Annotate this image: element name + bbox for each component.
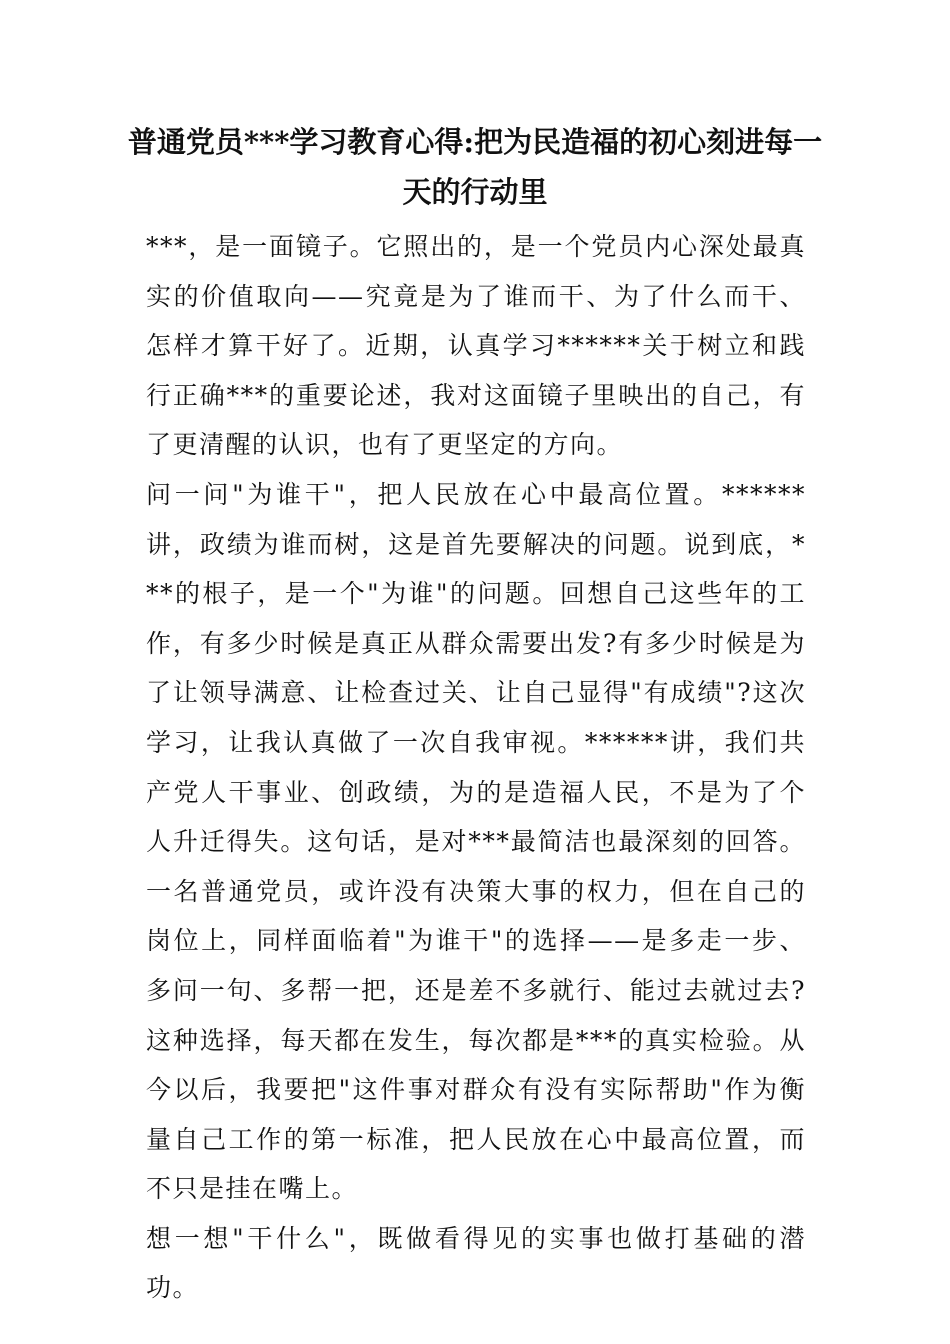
paragraph-3: 想一想"干什么"，既做看得见的实事也做打基础的潜功。 [146, 1223, 806, 1303]
paragraph-1: ***，是一面镜子。它照出的，是一个党员内心深处最真实的价值取向——究竟是为了谁而干、为了什么而干、怎样才算干好了。近期，认真学习******关于树立和践行正确***的重要论述，我对这面镜子里映出的自己，有了更清醒的认识，也有了更坚定的方向。 [146, 232, 806, 460]
document-title: 普通党员***学习教育心得:把为民造福的初心刻进每一天的行动里 [127, 125, 823, 209]
document-body [146, 222, 806, 1313]
paragraph-2: 问一问"为谁干"，把人民放在心中最高位置。******讲，政绩为谁而树，这是首先要解决的问题。说到底，***的根子，是一个"为谁"的问题。回想自己这些年的工作，有多少时候是真正从群众需要出发?有多少时候是为了让领导满意、让检查过关、让自己显得"有成绩"?这次学习，让我认真做了一次自我审视。******讲，我们共产党人干事业、创政绩，为的是造福人民，不是为了个人升迁得失。这句话，是对***最简洁也最深刻的回答。一名普通党员，或许没有决策大事的权力，但在自己的岗位上，同样面临着"为谁干"的选择——是多走一步、多问一句、多帮一把，还是差不多就行、能过去就过去?这种选择，每天都在发生，每次都是***的真实检验。从今以后，我要把"这件事对群众有没有实际帮助"作为衡量自己工作的第一标准，把人民放在心中最高位置，而不只是挂在嘴上。 [146, 479, 806, 1204]
